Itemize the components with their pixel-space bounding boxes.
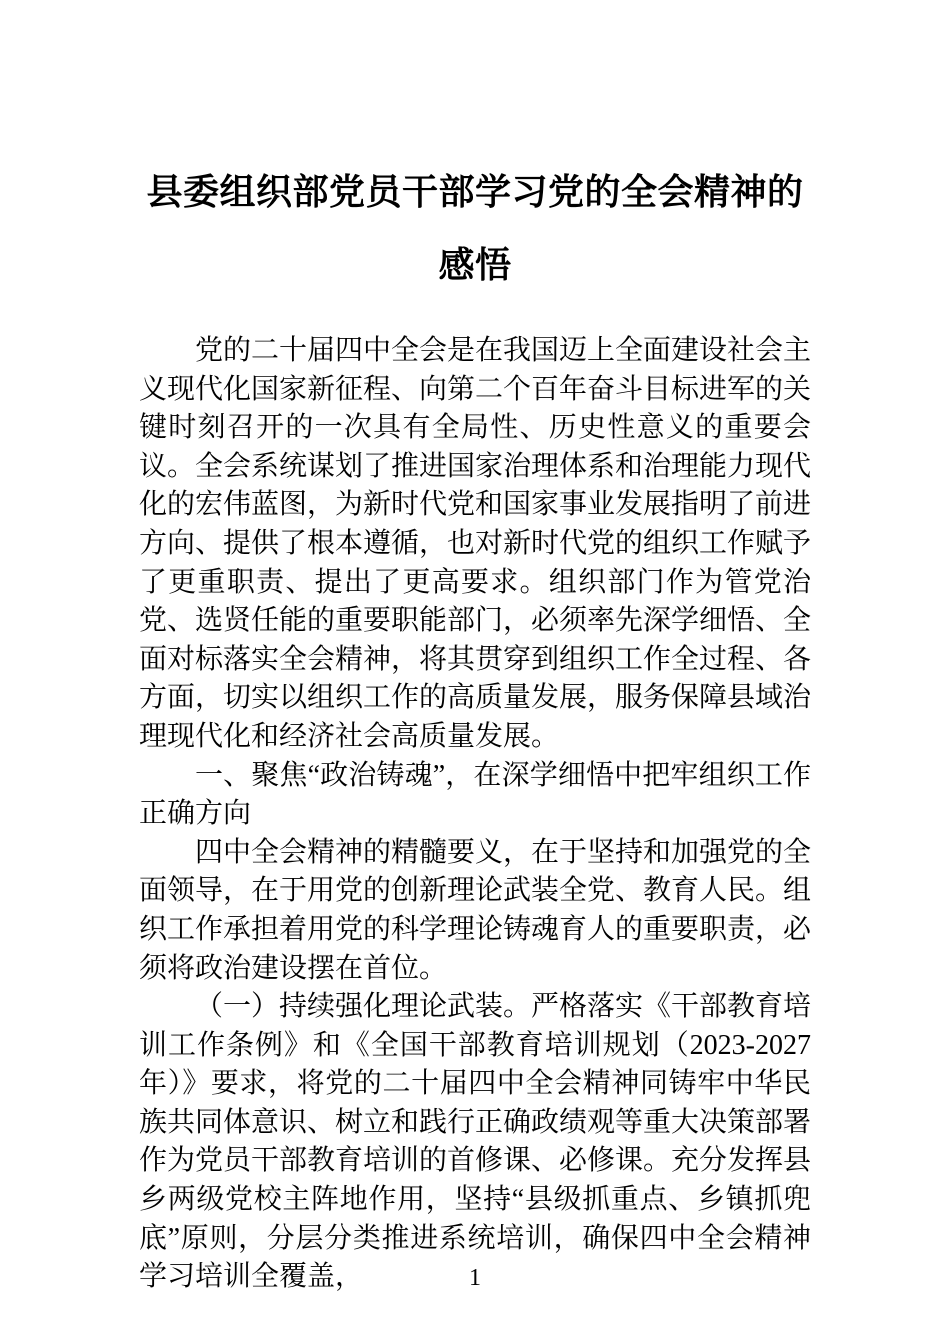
document-body — [139, 332, 811, 1297]
paragraph-point-one: （一）持续强化理论武装。严格落实《干部教育培训工作条例》和《全国干部教育培训规划（2023-2027年）》要求，将党的二十届四中全会精神同铸牢中华民族共同体意识、树立和践行正确政绩观等重大决策部署作为党员干部教育培训的首修课、必修课。充分发挥县乡两级党校主阵地作用，坚持“县级抓重点、乡镇抓兜底”原则，分层分类推进系统培训，确保四中全会精神学习培训全覆盖， — [139, 991, 812, 1293]
paragraph-section-one-intro: 四中全会精神的精髓要义，在于坚持和加强党的全面领导，在于用党的创新理论武装全党、教育人民。组织工作承担着用党的科学理论铸魂育人的重要职责，必须将政治建设摆在首位。 — [139, 836, 812, 984]
document-title: 县委组织部党员干部学习党的全会精神的感悟 — [146, 172, 804, 286]
paragraph-section-one-heading: 一、聚焦“政治铸魂”，在深学细悟中把牢组织工作正确方向 — [139, 759, 811, 830]
page-number: 1 — [469, 1265, 481, 1291]
paragraph-intro: 党的二十届四中全会是在我国迈上全面建设社会主义现代化国家新征程、向第二个百年奋斗目标进军的关键时刻召开的一次具有全局性、历史性意义的重要会议。全会系统谋划了推进国家治理体系和治理能力现代化的宏伟蓝图，为新时代党和国家事业发展指明了前进方向、提供了根本遵循，也对新时代党的组织工作赋予了更重职责、提出了更高要求。组织部门作为管党治党、选贤任能的重要职能部门，必须率先深学细悟、全面对标落实全会精神，将其贯穿到组织工作全过程、各方面，切实以组织工作的高质量发展，服务保障县域治理现代化和经济社会高质量发展。 — [139, 335, 812, 752]
